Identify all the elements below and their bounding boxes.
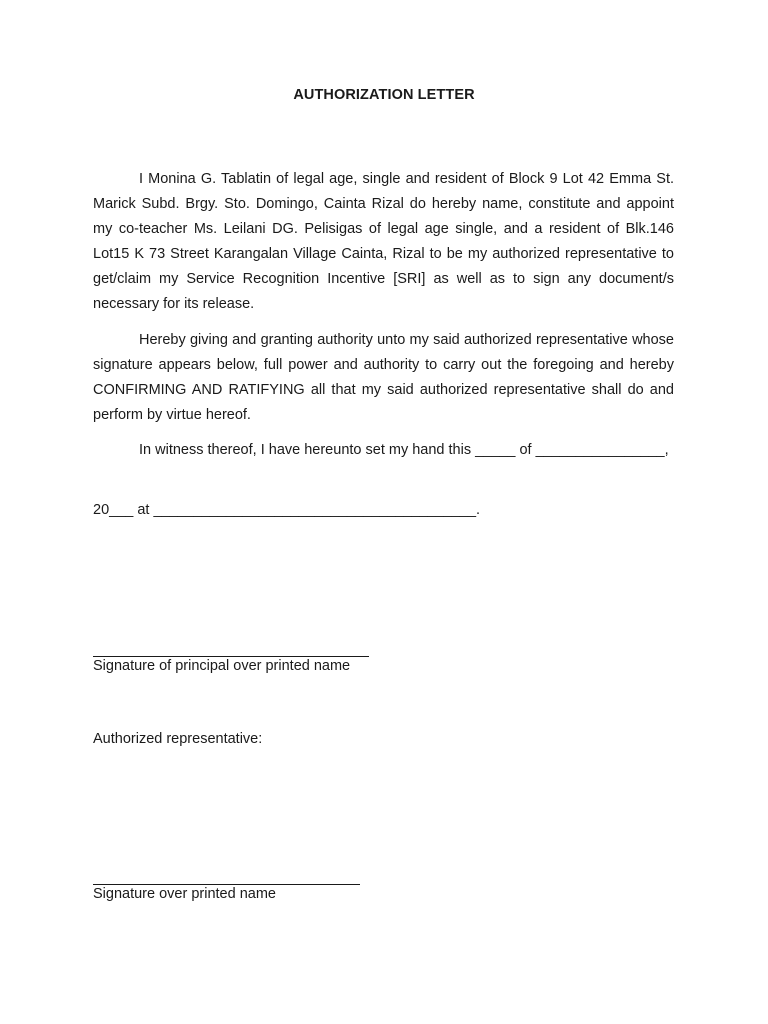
date-place-line: 20___ at ________________________________________. (93, 502, 481, 518)
letter-title: AUTHORIZATION LETTER (293, 87, 475, 103)
principal-signature-label: Signature of principal over printed name (93, 658, 351, 674)
paragraph-authority (93, 328, 674, 428)
representative-signature-label: Signature over printed name (93, 886, 276, 902)
paragraph-3-text: In witness thereof, I have hereunto set my hand this _____ of ________________, (139, 442, 669, 458)
paragraph-1-text: I Monina G. Tablatin of legal age, single and resident of Block 9 Lot 42 Emma St. Marick Subd. Brgy. Sto. Domingo, Cainta Rizal do hereby name, constitute and appoint my co-teacher Ms. Leilani DG. Pelisigas of legal age single, and a resident of Blk.146 Lot15 K 73 Street Karangalan Village Cainta, Rizal to be my authorized representative to get/claim my Service Recognition Incentive [SRI] as well as to sign any document/s necessary for its release. (93, 171, 674, 312)
paragraph-witness (93, 438, 674, 463)
paragraph-2-text: Hereby giving and granting authority unto my said authorized representative whose signature appears below, full power and authority to carry out the foregoing and hereby CONFIRMING AND RATIFYING all that my said authorized representative shall do and perform by virtue hereof. (93, 332, 674, 423)
authorized-representative-label: Authorized representative: (93, 731, 263, 747)
paragraph-authorization (93, 167, 674, 317)
